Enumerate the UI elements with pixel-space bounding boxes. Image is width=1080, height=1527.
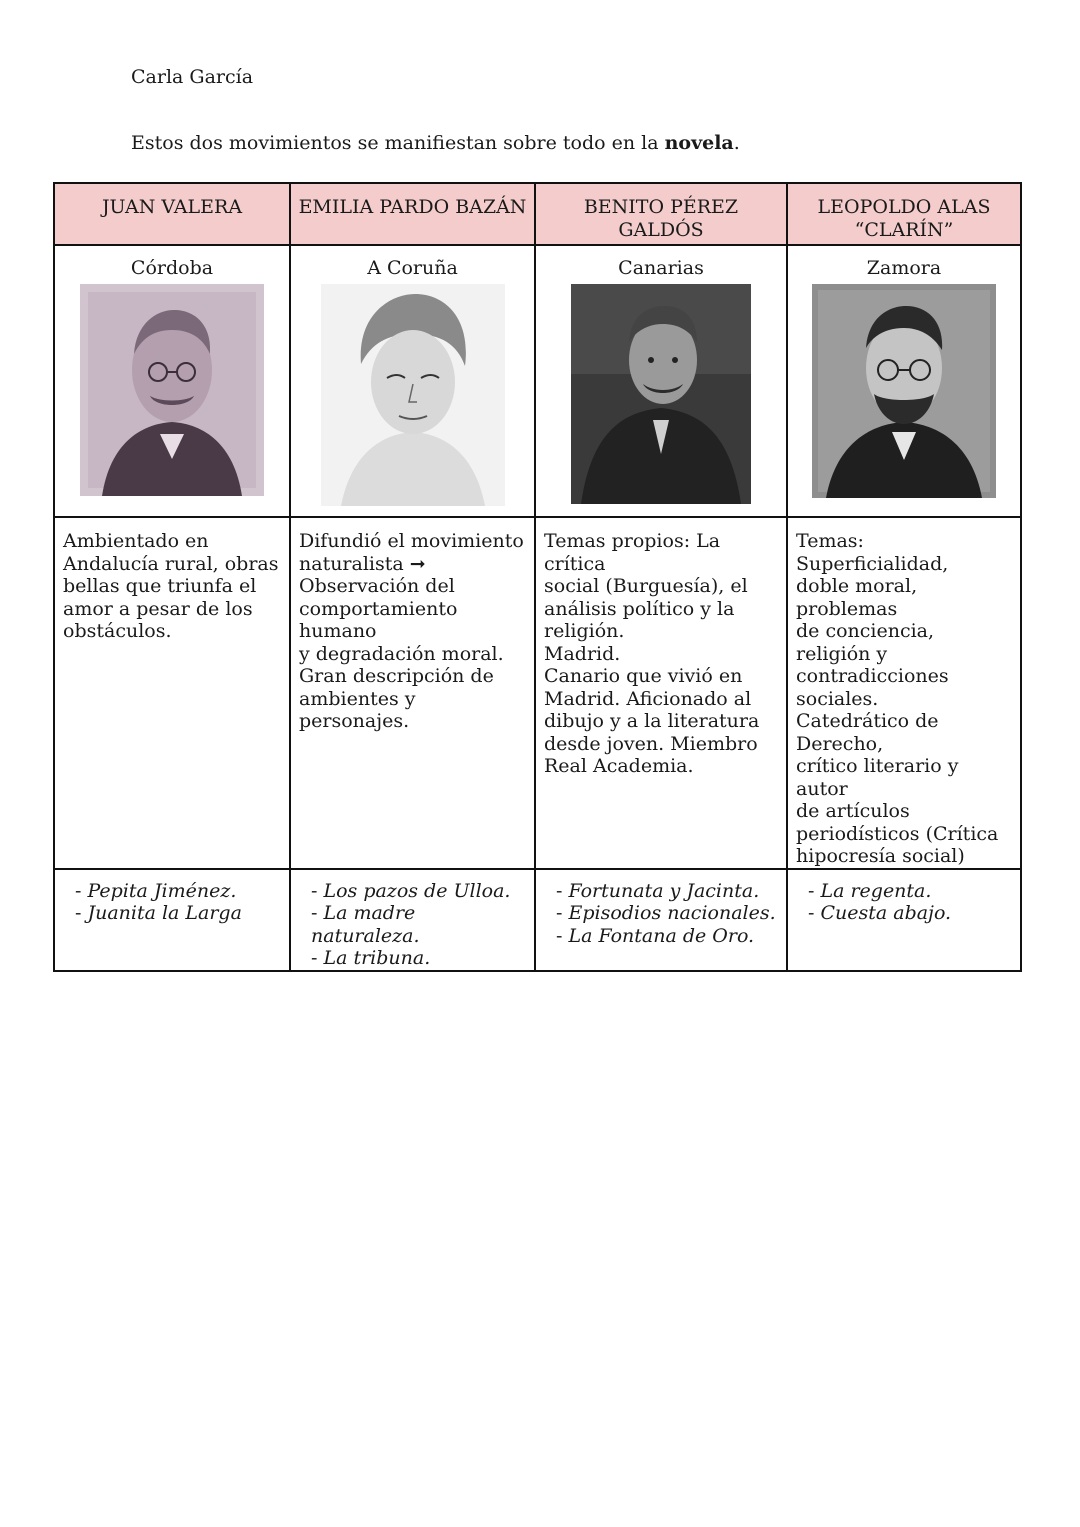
author-heading-line: EMILIA PARDO BAZÁN [298,196,527,218]
description-line: desde joven. Miembro [544,732,758,755]
description-line: y degradación moral. [299,642,504,665]
header-row [54,183,1021,245]
description-line: Gran descripción de [299,665,494,687]
portrait-photo-dark [571,284,751,504]
author-name: Carla García [131,66,254,88]
description-line: Madrid. [544,642,621,665]
author-heading-line: JUAN VALERA [101,196,243,218]
authors-table [53,182,1022,972]
work-item: - Cuesta abajo. [808,902,1012,925]
work-item: - La tribuna. [311,947,526,970]
description-line: crítico literario y autor [796,755,959,800]
portrait-row [54,245,1021,517]
portrait-cell [535,245,787,517]
header-cell [290,183,535,245]
work-item: - La Fontana de Oro. [556,925,778,948]
portrait-sketch-gray [321,284,505,506]
description-line: comportamiento humano [299,597,458,642]
description-cell [535,517,787,869]
description-line: de artículos [796,800,910,822]
header-cell [787,183,1021,245]
work-item: - La madre naturaleza. [311,902,526,947]
description-line: contradicciones [796,665,949,687]
description-line: Catedrático de Derecho, [796,710,939,755]
portrait-cell [290,245,535,517]
description-line: Ambientado en [63,530,209,552]
description-line: obstáculos. [63,620,172,642]
works-cell [535,869,787,971]
description-line: Real Academia. [544,755,694,777]
description-line: religión. [544,620,625,642]
description-line: ambientes y personajes. [299,687,416,732]
description-line: naturalista ➞ [299,552,426,575]
intro-text: Estos dos movimientos se manifiestan sobre todo en la [131,132,665,154]
description-line: amor a pesar de los [63,597,253,620]
description-line: dibujo y a la literatura [544,710,760,732]
description-line: Observación del [299,575,455,597]
description-line: análisis político y la [544,597,735,620]
portrait-engraving-gray [812,284,996,498]
author-heading-line: LEOPOLDO ALAS [817,196,991,218]
author-heading-line: BENITO PÉREZ GALDÓS [583,196,739,241]
portrait-cell [787,245,1021,517]
works-list [311,880,526,970]
work-item: - Fortunata y Jacinta. [556,880,778,903]
description-line: hipocresía social) [796,845,965,867]
work-item: - Juanita la Larga [75,902,281,925]
description-line: doble moral, problemas [796,575,918,620]
works-cell [54,869,290,971]
header-cell [54,183,290,245]
description-line: social (Burguesía), el [544,575,748,597]
author-heading-line: “CLARÍN” [854,218,954,241]
description-line: de conciencia, religión y [796,620,935,665]
portrait-cell [54,245,290,517]
birthplace: Zamora [866,257,942,279]
description-line: periodísticos (Crítica [796,822,999,845]
description-line: Difundió el movimiento [299,530,524,552]
works-cell [787,869,1021,971]
description-line: Temas: Superficialidad, [796,530,949,575]
intro-sentence [131,130,740,156]
description-line: Madrid. Aficionado al [544,687,752,710]
works-cell [290,869,535,971]
description-cell [787,517,1021,869]
birthplace: Córdoba [130,257,214,279]
portrait-engraving-sepia [80,284,264,496]
work-item: - Episodios nacionales. [556,902,778,925]
intro-end: . [733,132,740,154]
description-cell [290,517,535,869]
works-list [556,880,778,948]
birthplace: A Coruña [367,257,458,279]
description-line: sociales. [796,687,879,710]
works-list [75,880,281,925]
description-line: Canario que vivió en [544,665,743,687]
description-line: bellas que triunfa el [63,575,257,597]
work-item: - La regenta. [808,880,1012,903]
description-line: Andalucía rural, obras [63,552,279,575]
work-item: - Pepita Jiménez. [75,880,281,903]
description-line: Temas propios: La crítica [544,530,721,575]
work-item: - Los pazos de Ulloa. [311,880,526,903]
description-cell [54,517,290,869]
works-row [54,869,1021,971]
birthplace: Canarias [618,257,704,279]
works-list [808,880,1012,925]
header-cell [535,183,787,245]
intro-bold-word: novela [664,132,734,154]
description-row [54,517,1021,869]
